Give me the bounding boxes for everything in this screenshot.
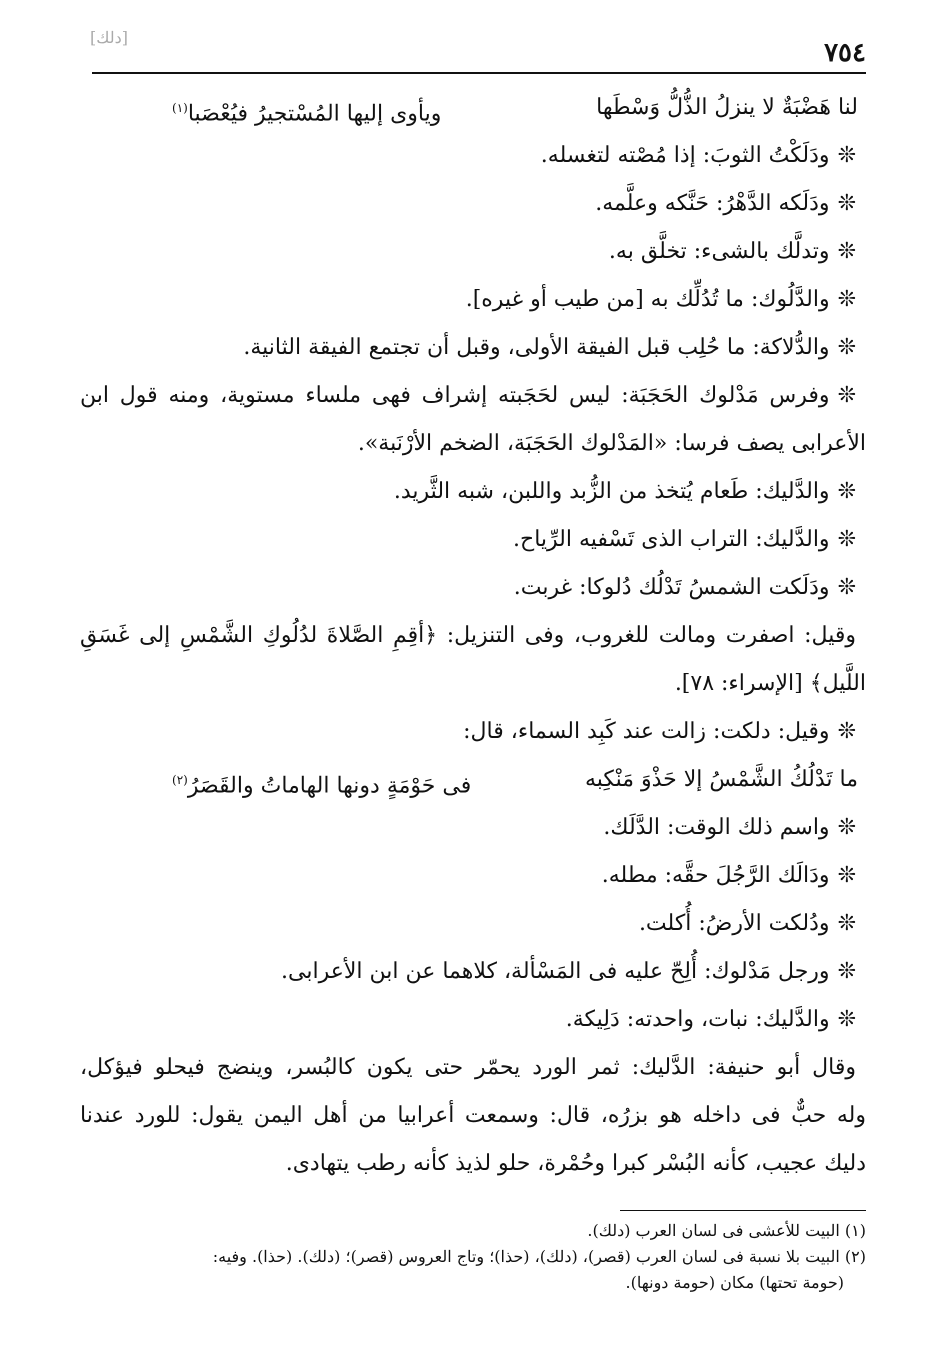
dictionary-entry bbox=[80, 852, 866, 900]
entry-text: ودَلَكْتُ الثوبَ: إذا مُصْته لتغسله. bbox=[540, 143, 830, 168]
footnote: (٢) البيت بلا نسبة فى لسان العرب (قصر)، (دلك)، (حذا)؛ وتاج العروس (قصر)؛ (دلك). (حذا). وفيه: bbox=[212, 1247, 866, 1266]
page-body bbox=[80, 84, 866, 1188]
dictionary-entry bbox=[80, 948, 866, 996]
running-head: [دلك] bbox=[90, 28, 128, 47]
dictionary-entry bbox=[80, 132, 866, 180]
entry-text: وفرس مَدْلوك الحَجَبَة: ليس لحَجَبته إشراف فهى ملساء مستوية، ومنه قول ابن bbox=[80, 383, 830, 408]
paragraph-line: دليك عجيب، كأنه البُسْر كبرا وحُمْرة، حلو لذيذ كأنه رطب يتهادى. bbox=[285, 1151, 866, 1176]
dictionary-entry bbox=[80, 372, 866, 420]
entry-text: والدَّليك: طَعام يُتخذ من الزُّبد واللبن، شبه الثَّريد. bbox=[393, 479, 830, 504]
dictionary-entry bbox=[80, 708, 866, 756]
entry-text: واسم ذلك الوقت: الدَّلَك. bbox=[603, 815, 830, 840]
asterisk-icon: ❊ bbox=[837, 191, 856, 216]
dictionary-entry bbox=[80, 564, 866, 612]
entry-text: ودَلَكت الشمسُ تَدْلُك دُلوكا: غربت. bbox=[513, 575, 830, 600]
verse-text: ويأوى إليها المُسْتجيرُ فيُعْصَبا bbox=[187, 101, 442, 127]
footnote-continuation: (حومة تحتها) مكان (حومة دونها). bbox=[625, 1273, 844, 1292]
entry-text: والدَّلُوك: ما تُدُلِّك به [من طيب أو غيره]. bbox=[465, 287, 830, 312]
asterisk-icon: ❊ bbox=[837, 815, 856, 840]
entry-text: والدَّليك: نبات، واحدته: دَلِيكة. bbox=[565, 1007, 830, 1032]
dictionary-entry bbox=[80, 180, 866, 228]
asterisk-icon: ❊ bbox=[837, 959, 856, 984]
entry-text: وقيل: دلكت: زالت عند كَبِد السماء، قال: bbox=[463, 719, 830, 744]
footnote-rule bbox=[620, 1210, 866, 1211]
verse-hemistich-second bbox=[172, 84, 441, 132]
dictionary-entry bbox=[80, 468, 866, 516]
verse-text: فى حَوْمَةٍ دونها الهاماتُ والقَصَرُ bbox=[187, 773, 472, 799]
paragraph-line: وقيل: اصفرت ومالت للغروب، وفى التنزيل: ﴿أقِمِ الصَّلاةَ لدُلُوكِ الشَّمْسِ إلى غَسَقِ bbox=[80, 623, 856, 648]
dictionary-entry bbox=[80, 804, 866, 852]
verse-hemistich-first: لنا هَضْبَةٌ لا ينزلُ الذُّلُّ وَسْطَها bbox=[596, 95, 858, 120]
paragraph-line: اللَّيل﴾ [الإسراء: ٧٨]. bbox=[674, 671, 866, 696]
footnote-marker: (١) bbox=[172, 101, 188, 115]
entry-text: وتدلَّك بالشىء: تخلَّق به. bbox=[608, 239, 830, 264]
asterisk-icon: ❊ bbox=[837, 719, 856, 744]
entry-text: والدَّليك: التراب الذى تَسْفيه الرِّياح. bbox=[513, 527, 830, 552]
asterisk-icon: ❊ bbox=[837, 479, 856, 504]
entry-text: والدُّلاكة: ما حُلِب قبل الفيقة الأولى، وقبل أن تجتمع الفيقة الثانية. bbox=[243, 335, 830, 360]
asterisk-icon: ❊ bbox=[837, 143, 856, 168]
asterisk-icon: ❊ bbox=[837, 575, 856, 600]
footnote: (١) البيت للأعشى فى لسان العرب (دلك). bbox=[587, 1221, 866, 1240]
entry-text: ودُلكت الأرضُ: أُكلت. bbox=[638, 911, 830, 936]
asterisk-icon: ❊ bbox=[837, 911, 856, 936]
dictionary-entry bbox=[80, 900, 866, 948]
dictionary-entry bbox=[80, 276, 866, 324]
dictionary-entry bbox=[80, 228, 866, 276]
dictionary-entry bbox=[80, 324, 866, 372]
dictionary-entry bbox=[80, 996, 866, 1044]
footnote-marker: (٢) bbox=[172, 773, 188, 787]
asterisk-icon: ❊ bbox=[837, 527, 856, 552]
paragraph-line: وقال أبو حنيفة: الدَّليك: ثمر الورد يحمّر حتى يكون كالبُسر، وينضج فيحلو فيؤكل، bbox=[80, 1055, 856, 1080]
footnotes bbox=[80, 1218, 866, 1296]
header-rule bbox=[92, 72, 866, 74]
asterisk-icon: ❊ bbox=[837, 287, 856, 312]
verse-line bbox=[80, 84, 866, 132]
page-number: ٧٥٤ bbox=[824, 38, 866, 68]
asterisk-icon: ❊ bbox=[837, 1007, 856, 1032]
asterisk-icon: ❊ bbox=[837, 383, 856, 408]
entry-text: ودَلَكه الدَّهْرُ: حَنَّكه وعلَّمه. bbox=[595, 191, 830, 216]
entry-continuation: الأعرابى يصف فرسا: «المَدْلوك الحَجَبَة، الضخم الأرْنَبة». bbox=[357, 431, 866, 456]
entry-text: ورجل مَدْلوك: أُلِحّ عليه فى المَسْألة، كلاهما عن ابن الأعرابى. bbox=[281, 959, 830, 984]
paragraph-line: وله حبٌّ فى داخله هو بزرُه، قال: وسمعت أعرابيا من أهل اليمن يقول: للورد عندنا bbox=[80, 1103, 866, 1128]
dictionary-entry bbox=[80, 516, 866, 564]
asterisk-icon: ❊ bbox=[837, 239, 856, 264]
asterisk-icon: ❊ bbox=[837, 335, 856, 360]
verse-hemistich-first: ما تَدْلُكُ الشَّمْسُ إلا حَذْوَ مَنْكِبه bbox=[584, 767, 858, 792]
asterisk-icon: ❊ bbox=[837, 863, 856, 888]
entry-text: ودَالَك الرَّجُلَ حقَّه: مطله. bbox=[601, 863, 830, 888]
verse-line bbox=[80, 756, 866, 804]
verse-hemistich-second bbox=[172, 756, 471, 804]
